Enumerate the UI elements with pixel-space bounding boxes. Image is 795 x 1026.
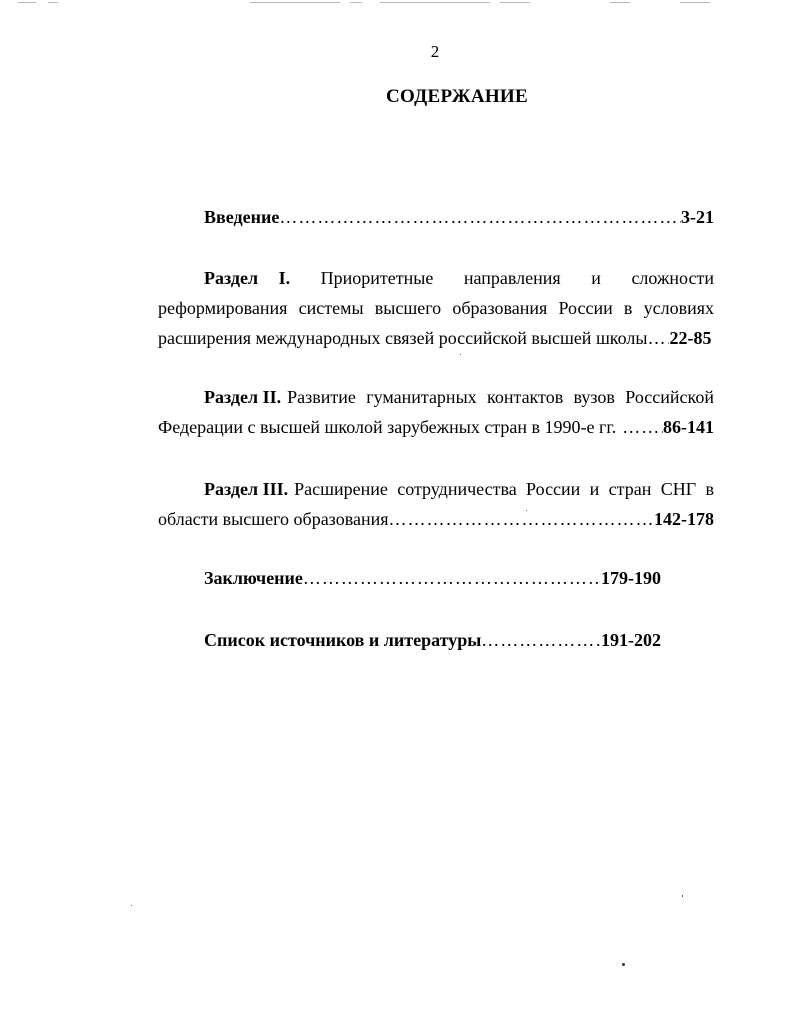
section-title-line: Развитие гуманитарных контактов вузов Российской	[287, 387, 714, 407]
toc-page-range: 142-178	[654, 509, 714, 529]
section-title-word: Приоритетные	[320, 268, 434, 288]
toc-page-range: 22-85	[669, 328, 712, 348]
section-title-line: области высшего образования	[158, 509, 389, 529]
section-title-line: расширения международных связей российской высшей школы	[158, 328, 648, 348]
leader-dots	[303, 563, 601, 593]
section-title-word: и	[591, 268, 601, 288]
toc-entry-label: Введение	[204, 207, 280, 227]
toc-entry-conclusion[interactable]	[158, 563, 661, 593]
toc-entry-section-3[interactable]	[158, 474, 714, 534]
section-heading: Раздел III.	[204, 479, 289, 499]
section-heading: Раздел II.	[204, 387, 282, 407]
toc-page-range: 3-21	[681, 207, 714, 227]
leader-dots	[481, 625, 601, 655]
toc-entry-sources[interactable]	[158, 625, 661, 655]
toc-entry-section-2[interactable]	[158, 382, 714, 442]
leader-dots	[388, 504, 654, 534]
toc-page-range: 191-202	[601, 630, 661, 650]
section-heading: Раздел I.	[204, 268, 291, 288]
page-title: СОДЕРЖАНИЕ	[386, 86, 528, 107]
leader-dots	[622, 412, 663, 442]
leader-dots	[647, 323, 669, 353]
toc-entry-intro[interactable]	[158, 202, 714, 232]
scan-speck	[682, 895, 683, 897]
section-title-word: направления	[463, 268, 561, 288]
scan-speck	[526, 510, 527, 511]
scan-speck	[622, 963, 625, 966]
scan-edge-artifacts	[0, 0, 795, 8]
page-number: 2	[430, 42, 440, 61]
scan-speck	[131, 905, 132, 906]
scan-speck	[460, 354, 461, 355]
toc-page-range: 86-141	[663, 417, 714, 437]
toc-entry-label: Список источников и литературы	[204, 630, 482, 650]
section-title-line: Расширение сотрудничества России и стран СНГ в	[294, 479, 714, 499]
toc-page-range: 179-190	[601, 568, 661, 588]
toc-entry-section-1[interactable]	[158, 263, 714, 353]
section-title-word: сложности	[631, 268, 714, 288]
section-title-line: Федерации с высшей школой зарубежных стран в 1990-е гг.	[158, 417, 617, 437]
toc-entry-label: Заключение	[204, 568, 303, 588]
leader-dots	[279, 202, 681, 232]
section-title-line: реформирования системы высшего образования России в условиях	[158, 298, 714, 318]
